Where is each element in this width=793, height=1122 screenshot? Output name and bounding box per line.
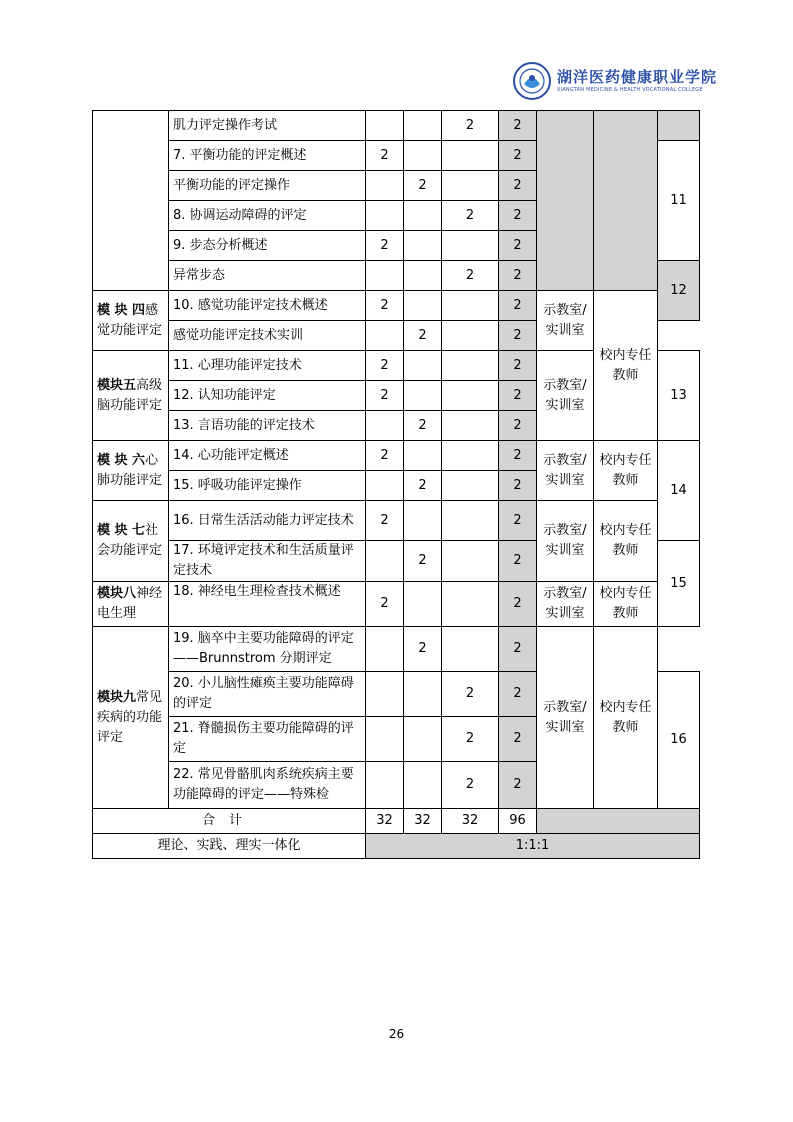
week-cell: 16	[658, 672, 700, 809]
practice-hours	[404, 381, 442, 411]
sum-practice: 32	[404, 809, 442, 834]
module-title: 模块九	[97, 689, 137, 705]
theory-hours: 2	[366, 141, 404, 171]
place-cell: 示教室/实训室	[537, 441, 594, 501]
integrated-hours: 2	[442, 261, 499, 291]
practice-hours	[404, 111, 442, 141]
integrated-hours: 2	[442, 762, 499, 809]
total-hours: 2	[499, 171, 537, 201]
course-schedule-table	[92, 110, 700, 859]
integrated-hours	[442, 501, 499, 541]
total-hours: 2	[499, 717, 537, 762]
module-cell	[93, 291, 169, 351]
total-hours: 2	[499, 501, 537, 541]
topic-cell: 17. 环境评定技术和生活质量评定技术	[169, 541, 366, 582]
ratio-value: 1:1:1	[366, 834, 700, 859]
total-hours: 2	[499, 541, 537, 582]
integrated-hours	[442, 411, 499, 441]
total-hours: 2	[499, 762, 537, 809]
total-hours: 2	[499, 351, 537, 381]
theory-hours	[366, 411, 404, 441]
integrated-hours	[442, 171, 499, 201]
practice-hours	[404, 291, 442, 321]
practice-hours	[404, 672, 442, 717]
topic-cell: 16. 日常生活活动能力评定技术	[169, 501, 366, 541]
total-hours: 2	[499, 291, 537, 321]
module-subtitle: 高级脑功能评定	[97, 377, 163, 413]
week-cell: 15	[658, 541, 700, 627]
integrated-hours	[442, 541, 499, 582]
module-title: 模块八	[97, 586, 137, 601]
theory-hours: 2	[366, 231, 404, 261]
integrated-hours	[442, 381, 499, 411]
module-cell	[93, 582, 169, 627]
total-hours: 2	[499, 672, 537, 717]
total-hours: 2	[499, 321, 537, 351]
topic-cell: 肌力评定操作考试	[169, 111, 366, 141]
module-subtitle: 常见疾病的功能评定	[97, 689, 163, 745]
theory-hours: 2	[366, 381, 404, 411]
integrated-hours	[442, 351, 499, 381]
module-title: 模 块 四	[97, 302, 146, 318]
topic-cell: 异常步态	[169, 261, 366, 291]
integrated-hours: 2	[442, 201, 499, 231]
integrated-hours	[442, 471, 499, 501]
logo-subtitle: XIANGTAN MEDICINE & HEALTH VOCATIONAL COLLEGE	[557, 87, 703, 93]
topic-cell: 12. 认知功能评定	[169, 381, 366, 411]
topic-cell: 13. 言语功能的评定技术	[169, 411, 366, 441]
module-title: 模 块 七	[97, 523, 146, 538]
theory-hours	[366, 111, 404, 141]
sum-label: 合计	[93, 809, 366, 834]
topic-cell: 7. 平衡功能的评定概述	[169, 141, 366, 171]
place-cell: 示教室/实训室	[537, 291, 594, 351]
total-hours: 2	[499, 231, 537, 261]
sum-theory: 32	[366, 809, 404, 834]
module-cell-continued	[93, 111, 169, 291]
practice-hours: 2	[404, 411, 442, 441]
module-subtitle: 感觉功能评定	[97, 302, 163, 338]
week-cell-empty	[658, 111, 700, 141]
week-cell: 12	[658, 261, 700, 321]
teacher-cell: 校内专任教师	[594, 582, 658, 627]
practice-hours: 2	[404, 321, 442, 351]
topic-cell: 9. 步态分析概述	[169, 231, 366, 261]
theory-hours	[366, 762, 404, 809]
total-hours: 2	[499, 201, 537, 231]
module-cell	[93, 627, 169, 809]
theory-hours	[366, 321, 404, 351]
topic-cell: 14. 心功能评定概述	[169, 441, 366, 471]
integrated-hours	[442, 582, 499, 627]
total-hours: 2	[499, 381, 537, 411]
topic-cell: 19. 脑卒中主要功能障碍的评定——Brunnstrom 分期评定	[169, 627, 366, 672]
practice-hours	[404, 501, 442, 541]
theory-hours	[366, 541, 404, 582]
topic-cell: 10. 感觉功能评定技术概述	[169, 291, 366, 321]
integrated-hours	[442, 321, 499, 351]
topic-cell: 22. 常见骨骼肌肉系统疾病主要功能障碍的评定——特殊检	[169, 762, 366, 809]
practice-hours	[404, 717, 442, 762]
topic-cell: 8. 协调运动障碍的评定	[169, 201, 366, 231]
practice-hours: 2	[404, 541, 442, 582]
practice-hours: 2	[404, 627, 442, 672]
topic-cell: 15. 呼吸功能评定操作	[169, 471, 366, 501]
integrated-hours	[442, 231, 499, 261]
teacher-cell: 校内专任教师	[594, 441, 658, 501]
module-cell	[93, 441, 169, 501]
total-hours: 2	[499, 111, 537, 141]
place-cell: 示教室/实训室	[537, 582, 594, 627]
ratio-label: 理论、实践、理实一体化	[93, 834, 366, 859]
total-hours: 2	[499, 441, 537, 471]
integrated-hours	[442, 441, 499, 471]
place-cell: 示教室/实训室	[537, 351, 594, 441]
topic-cell: 18. 神经电生理检查技术概述	[169, 582, 366, 627]
theory-hours	[366, 627, 404, 672]
integrated-hours	[442, 141, 499, 171]
practice-hours	[404, 441, 442, 471]
total-hours: 2	[499, 627, 537, 672]
total-hours: 2	[499, 411, 537, 441]
practice-hours	[404, 231, 442, 261]
theory-hours: 2	[366, 291, 404, 321]
topic-cell: 11. 心理功能评定技术	[169, 351, 366, 381]
practice-hours	[404, 762, 442, 809]
theory-hours	[366, 717, 404, 762]
practice-hours	[404, 351, 442, 381]
teacher-cell: 校内专任教师	[594, 291, 658, 441]
practice-hours	[404, 201, 442, 231]
integrated-hours	[442, 291, 499, 321]
theory-hours	[366, 171, 404, 201]
theory-hours	[366, 201, 404, 231]
practice-hours: 2	[404, 471, 442, 501]
week-cell: 11	[658, 141, 700, 261]
teacher-cell-empty	[594, 111, 658, 291]
theory-hours	[366, 672, 404, 717]
page-number: 26	[388, 1027, 405, 1041]
sum-total: 96	[499, 809, 537, 834]
topic-cell: 感觉功能评定技术实训	[169, 321, 366, 351]
theory-hours: 2	[366, 582, 404, 627]
week-cell: 14	[658, 441, 700, 541]
module-subtitle: 社会功能评定	[97, 523, 163, 558]
practice-hours	[404, 141, 442, 171]
integrated-hours: 2	[442, 111, 499, 141]
sum-empty	[537, 809, 700, 834]
module-cell	[93, 501, 169, 582]
practice-hours	[404, 582, 442, 627]
place-cell: 示教室/实训室	[537, 501, 594, 582]
integrated-hours	[442, 627, 499, 672]
practice-hours: 2	[404, 171, 442, 201]
practice-hours	[404, 261, 442, 291]
week-cell: 13	[658, 351, 700, 441]
theory-hours	[366, 471, 404, 501]
theory-hours: 2	[366, 441, 404, 471]
total-hours: 2	[499, 141, 537, 171]
module-title: 模块五	[97, 377, 137, 393]
theory-hours: 2	[366, 351, 404, 381]
logo-title: 湖洋医药健康职业学院	[557, 68, 718, 86]
module-subtitle: 心肺功能评定	[97, 452, 163, 488]
place-cell-empty	[537, 111, 594, 291]
college-logo	[513, 62, 718, 102]
topic-cell: 20. 小儿脑性瘫痪主要功能障碍的评定	[169, 672, 366, 717]
total-hours: 2	[499, 582, 537, 627]
topic-cell: 平衡功能的评定操作	[169, 171, 366, 201]
total-hours: 2	[499, 471, 537, 501]
module-title: 模 块 六	[97, 452, 146, 468]
theory-hours: 2	[366, 501, 404, 541]
college-seal-icon	[513, 62, 551, 100]
integrated-hours: 2	[442, 672, 499, 717]
topic-cell: 21. 脊髓损伤主要功能障碍的评定	[169, 717, 366, 762]
sum-integrated: 32	[442, 809, 499, 834]
theory-hours	[366, 261, 404, 291]
teacher-cell: 校内专任教师	[594, 627, 658, 809]
place-cell: 示教室/实训室	[537, 627, 594, 809]
module-subtitle: 神经电生理	[97, 586, 163, 621]
teacher-cell: 校内专任教师	[594, 501, 658, 582]
integrated-hours: 2	[442, 717, 499, 762]
total-hours: 2	[499, 261, 537, 291]
module-cell	[93, 351, 169, 441]
